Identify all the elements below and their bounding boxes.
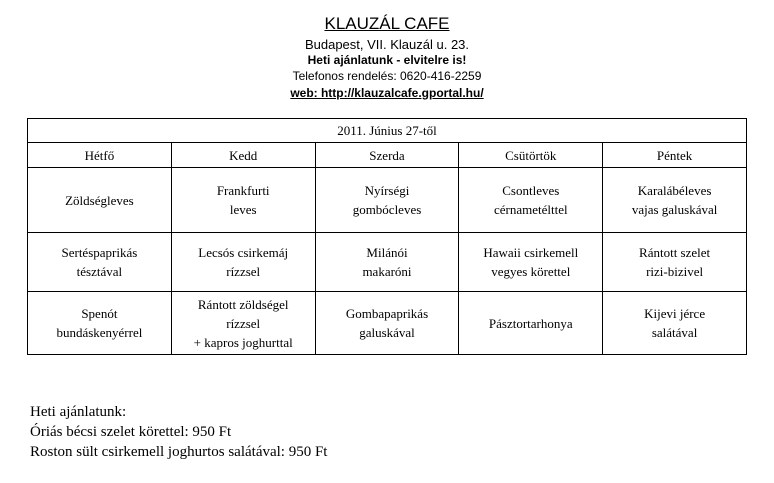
dish-cell (459, 233, 603, 292)
dish-cell (28, 292, 172, 355)
dish-line: rízzsel (226, 315, 261, 331)
weekly-offers (30, 402, 327, 462)
dish-line: Spenót (81, 306, 118, 321)
dish-line: Rántott zöldségel (197, 296, 289, 312)
day-header-monday: Hétfő (28, 143, 172, 168)
dish-line: Lecsós csirkemáj (198, 245, 289, 260)
weekly-menu-table (27, 118, 747, 355)
dish-line: rízzsel (226, 264, 261, 279)
date-row (28, 119, 747, 143)
dish-cell (171, 292, 315, 355)
dish-line: galuskával (359, 325, 415, 340)
table-row (28, 292, 747, 355)
dish-line: makaróni (362, 264, 412, 279)
weekly-offer-item: Roston sült csirkemell joghurtos salátával: 950 Ft (30, 444, 328, 460)
dish-cell (28, 168, 172, 233)
dish-line: gombócleves (352, 202, 422, 217)
dish-line: Csontleves (502, 183, 560, 198)
dish-line: Frankfurti (216, 183, 270, 198)
dish-cell (603, 292, 747, 355)
dish-cell (315, 168, 459, 233)
day-header-friday: Péntek (603, 143, 747, 168)
cafe-name: KLAUZÁL CAFE (324, 14, 450, 33)
dish-cell (603, 168, 747, 233)
weekly-offers-heading: Heti ajánlatunk: (30, 404, 127, 420)
dish-line: tésztával (76, 264, 123, 279)
dish-line: Sertéspaprikás (61, 245, 138, 260)
offer-note: Heti ajánlatunk - elvitelre is! (307, 53, 467, 67)
day-header-wednesday: Szerda (315, 143, 459, 168)
dish-line: bundáskenyérrel (56, 325, 143, 340)
dish-line: Pásztortarhonya (488, 315, 573, 331)
dish-line: Hawaii csirkemell (483, 245, 579, 260)
dish-cell (171, 168, 315, 233)
day-header-thursday: Csütörtök (459, 143, 603, 168)
dish-line: Gombapaprikás (345, 306, 429, 321)
dish-line: Milánói (366, 245, 408, 260)
dish-cell (171, 233, 315, 292)
dish-line: Nyírségi (364, 183, 410, 198)
dish-line: vajas galuskával (631, 202, 718, 217)
day-header-row (28, 143, 747, 168)
day-header-tuesday: Kedd (171, 143, 315, 168)
dish-line: salátával (651, 325, 698, 340)
dish-line: vegyes körettel (491, 264, 571, 279)
table-row (28, 168, 747, 233)
dish-line: Karalábéleves (637, 183, 712, 198)
website-link[interactable]: web: http://klauzalcafe.gportal.hu/ (290, 86, 484, 100)
dish-cell (315, 233, 459, 292)
dish-line: Zöldségleves (65, 192, 134, 208)
dish-cell (315, 292, 459, 355)
dish-line: rizi-bizivel (646, 264, 704, 279)
dish-cell (28, 233, 172, 292)
dish-line: Kijevi jérce (644, 306, 706, 321)
weekly-offer-item: Óriás bécsi szelet körettel: 950 Ft (30, 424, 232, 440)
dish-line: cérnametélttel (493, 202, 568, 217)
dish-cell (603, 233, 747, 292)
dish-cell (459, 292, 603, 355)
phone-number: Telefonos rendelés: 0620-416-2259 (292, 69, 482, 83)
cafe-address: Budapest, VII. Klauzál u. 23. (304, 37, 470, 52)
dish-line: Rántott szelet (639, 245, 711, 260)
dish-line: leves (229, 202, 257, 217)
dish-line: + kapros joghurttal (193, 334, 293, 350)
table-row (28, 233, 747, 292)
menu-date: 2011. Június 27-től (28, 119, 747, 143)
dish-cell (459, 168, 603, 233)
